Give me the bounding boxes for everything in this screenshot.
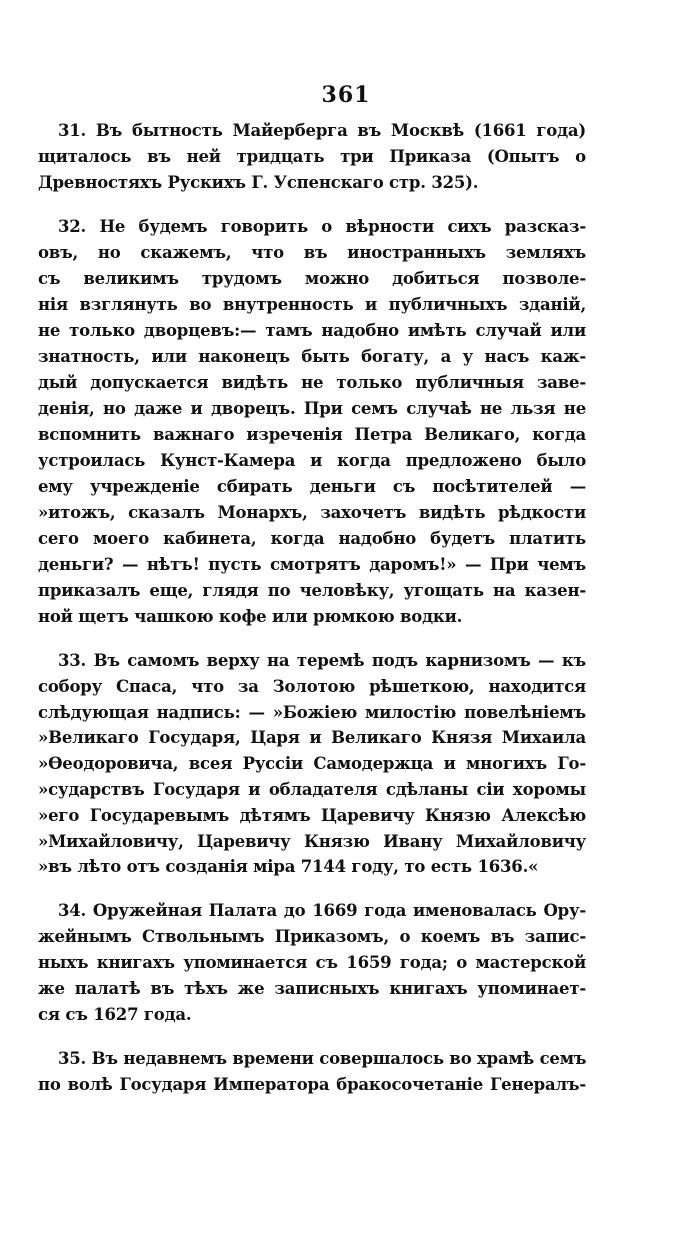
text-line: Древностяхъ Рускихъ Г. Успенскаго стр. 325). bbox=[38, 173, 479, 192]
text-line: 34. Оружейная Палата до 1669 года именовалась Ору- bbox=[58, 901, 586, 921]
text-line: ся съ 1627 года. bbox=[38, 1005, 192, 1025]
footnote-32 bbox=[38, 214, 586, 630]
footnote-34 bbox=[38, 898, 586, 1028]
text-line: щиталось въ ней тридцать три Приказа (Опытъ о bbox=[38, 147, 586, 166]
text-line: дый допускается видѣть не только публичныя заве- bbox=[38, 373, 586, 392]
text-line: ныхъ книгахъ упоминается съ 1659 года; о мастерской bbox=[38, 953, 586, 973]
text-line: 35. Въ недавнемъ времени совершалось во храмѣ семъ bbox=[58, 1049, 587, 1069]
text-line: »сударствъ Государя и обладателя сдѣланы сіи хоромы bbox=[38, 779, 586, 799]
footnote-31 bbox=[38, 118, 586, 196]
footnote-33 bbox=[38, 648, 586, 880]
text-line: по волѣ Государя Императора бракосочетаніе Генералъ- bbox=[38, 1075, 586, 1095]
footnote-35 bbox=[38, 1046, 586, 1098]
text-line: съ великимъ трудомъ можно добиться позволе- bbox=[38, 269, 586, 288]
text-line: вспомнить важнаго изреченія Петра Великаго, когда bbox=[38, 425, 586, 444]
text-line: приказалъ еще, глядя по человѣку, угощать на казен- bbox=[38, 581, 586, 600]
text-line: ему учрежденіе сбирать деньги съ посѣтителей — bbox=[38, 477, 586, 496]
text-line: »итожъ, сказалъ Монархъ, захочетъ видѣть рѣдкости bbox=[38, 503, 586, 522]
text-line: не только дворцевъ:— тамъ надобно имѣть случай или bbox=[38, 321, 586, 340]
text-line: 32. Не будемъ говорить о вѣрности сихъ разсказ- bbox=[58, 217, 586, 236]
text-line: »въ лѣто отъ созданія міра 7144 году, то есть 1636.« bbox=[38, 857, 539, 877]
text-line: овъ, но скажемъ, что въ иностранныхъ земляхъ bbox=[38, 243, 586, 262]
text-line: ной щетъ чашкою кофе или рюмкою водки. bbox=[38, 607, 463, 626]
text-line: 33. Въ самомъ верху на теремѣ подъ карнизомъ — къ bbox=[58, 651, 586, 670]
text-line: »Ѳеодоровича, всея Руссіи Самодержца и многихъ Го- bbox=[38, 754, 586, 774]
text-line: сего моего кабинета, когда надобно будетъ платить bbox=[38, 529, 586, 548]
footnotes-block bbox=[38, 118, 586, 1116]
text-line: »его Государевымъ дѣтямъ Царевичу Князю Алексѣю bbox=[38, 805, 586, 825]
text-line: же палатѣ въ тѣхъ же записныхъ книгахъ упоминает- bbox=[38, 979, 586, 999]
text-line: жейнымъ Ствольнымъ Приказомъ, о коемъ въ запис- bbox=[38, 927, 586, 947]
text-line: »Михайловичу, Царевичу Князю Ивану Михайловичу bbox=[38, 831, 586, 851]
text-line: нія взглянуть во внутренность и публичныхъ зданій, bbox=[38, 295, 586, 314]
text-line: устроилась Кунст-Камера и когда предложено было bbox=[38, 451, 586, 470]
text-line: »Великаго Государя, Царя и Великаго Князя Михаила bbox=[38, 728, 586, 748]
text-line: слѣдующая надпись: — »Божіею милостію повелѣніемъ bbox=[38, 702, 586, 722]
text-line: знатность, или наконецъ быть богату, а у насъ каж- bbox=[38, 347, 586, 366]
text-line: денія, но даже и дворецъ. При семъ случаѣ не льзя не bbox=[38, 399, 586, 418]
text-line: деньги? — нѣтъ! пусть смотрятъ даромъ!» — При чемъ bbox=[38, 555, 586, 574]
page-number: 361 bbox=[321, 82, 371, 108]
text-line: собору Спаса, что за Золотою рѣшеткою, находится bbox=[38, 676, 586, 696]
text-line: 31. Въ бытность Майерберга въ Москвѣ (1661 года) bbox=[58, 121, 586, 140]
